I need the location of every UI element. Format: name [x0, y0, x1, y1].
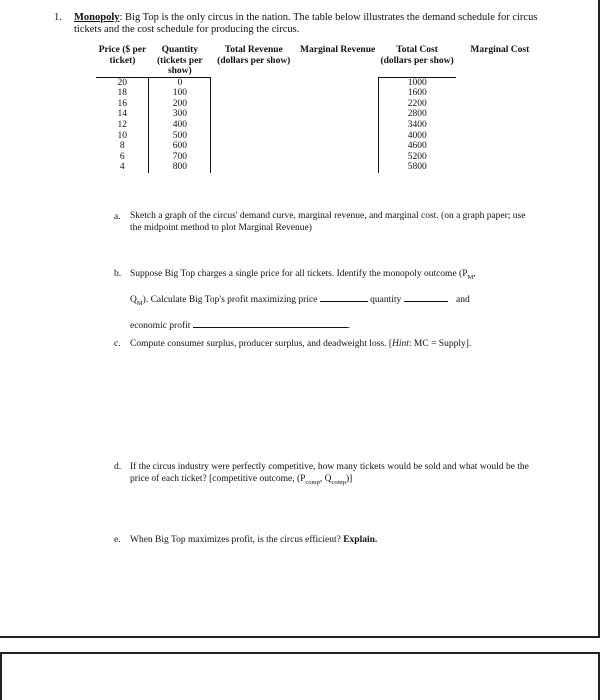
header-price: Price ($ per ticket) [96, 45, 149, 77]
header-total-cost: Total Cost (dollars per show) [378, 45, 455, 77]
cell-price: 12 [96, 120, 149, 131]
cell-total-cost: 5800 [407, 162, 427, 173]
part-b [114, 266, 550, 334]
cell-total-cost: 1600 [407, 88, 427, 99]
cell-total-revenue[interactable] [211, 162, 297, 173]
cell-marginal-cost[interactable] [456, 152, 544, 163]
part-d-label: d. [114, 462, 122, 472]
cell-total-revenue[interactable] [211, 152, 297, 163]
table-row [96, 141, 544, 152]
part-e-label: e. [114, 535, 121, 545]
cell-marginal-cost[interactable] [456, 162, 544, 173]
cell-marginal-revenue[interactable] [297, 109, 379, 120]
part-b-line3: economic profit [130, 320, 191, 331]
part-d-text: If the circus industry were perfectly competitive, how many tickets would be sold and what would be the price of each ticket? [competitive outcome, (P [130, 462, 529, 484]
cell-quantity: 200 [149, 99, 211, 110]
quantity-answer-blank[interactable] [404, 291, 448, 302]
cell-total-cost: 2800 [407, 109, 427, 120]
cell-price: 16 [96, 99, 149, 110]
cell-total-cost: 1000 [407, 77, 427, 88]
table-row [96, 88, 544, 99]
cell-quantity: 700 [149, 152, 211, 163]
part-b-and-word: and [456, 294, 470, 305]
cell-price: 6 [96, 152, 149, 163]
part-c-hint: Hint [392, 339, 409, 349]
cell-total-revenue[interactable] [211, 109, 297, 120]
cell-total-cost: 4000 [407, 130, 427, 141]
cell-marginal-cost[interactable] [456, 109, 544, 120]
table-row [96, 152, 544, 163]
cell-marginal-revenue[interactable] [297, 88, 379, 99]
cell-price: 10 [96, 130, 149, 141]
part-a-text: Sketch a graph of the circus' demand curve, marginal revenue, and marginal cost. (on a graph paper; use the midpoint method to plot Marginal Revenue) [130, 211, 526, 233]
header-marginal-revenue: Marginal Revenue [300, 45, 376, 55]
part-b-line2: ). Calculate Big Top's profit maximizing price [142, 294, 318, 305]
cell-marginal-revenue[interactable] [297, 77, 379, 88]
header-quantity: Quantity (tickets per show) [149, 45, 211, 77]
table-row [96, 109, 544, 120]
cell-total-revenue[interactable] [211, 141, 297, 152]
cell-total-revenue[interactable] [211, 99, 297, 110]
cell-quantity: 100 [149, 88, 211, 99]
cell-quantity: 500 [149, 130, 211, 141]
cell-total-cost: 5200 [407, 151, 427, 162]
next-page-edge [0, 652, 600, 700]
part-d-sub-comp2: comp [331, 478, 346, 486]
part-d-close: )] [345, 474, 353, 484]
cell-price: 20 [96, 77, 149, 88]
cell-marginal-cost[interactable] [456, 130, 544, 141]
cell-quantity: 600 [149, 141, 211, 152]
part-b-line1: Suppose Big Top charges a single price for all tickets. Identify the monopoly outcome (P [130, 269, 468, 279]
cell-total-cost: 2200 [407, 98, 427, 109]
part-d [114, 461, 540, 489]
cell-price: 18 [96, 88, 149, 99]
part-e [114, 533, 540, 548]
part-b-q: Q [130, 294, 137, 305]
cell-marginal-cost[interactable] [456, 141, 544, 152]
part-b-quantity-word: quantity [370, 294, 402, 305]
cell-total-cost: 3400 [407, 119, 427, 130]
table-row [96, 162, 544, 173]
table-row [96, 77, 544, 88]
part-c-text-end: : MC = Supply]. [408, 339, 472, 349]
cell-total-cost: 4600 [407, 141, 427, 152]
part-a [114, 210, 530, 234]
demand-cost-table [96, 45, 544, 173]
part-c [114, 337, 550, 352]
price-answer-blank[interactable] [320, 291, 368, 302]
cell-marginal-revenue[interactable] [297, 152, 379, 163]
part-a-label: a. [114, 212, 121, 222]
cell-total-revenue[interactable] [211, 130, 297, 141]
part-d-comma-q: , Q [319, 474, 332, 484]
cell-marginal-cost[interactable] [456, 99, 544, 110]
cell-quantity: 800 [149, 162, 211, 173]
cell-quantity: 300 [149, 109, 211, 120]
cell-marginal-revenue[interactable] [297, 141, 379, 152]
cell-quantity: 0 [149, 77, 211, 88]
cell-total-revenue[interactable] [211, 120, 297, 131]
cell-marginal-revenue[interactable] [297, 130, 379, 141]
part-c-label: c. [114, 339, 121, 349]
question-title: Monopoly [74, 12, 120, 23]
cell-marginal-revenue[interactable] [297, 162, 379, 173]
profit-answer-blank[interactable] [193, 317, 348, 328]
table-row [96, 99, 544, 110]
cell-marginal-revenue[interactable] [297, 99, 379, 110]
question-1 [54, 12, 544, 36]
question-intro: : Big Top is the only circus in the nation. The table below illustrates the demand schedule for circus tickets and the cost schedule for producing the circus. [74, 12, 538, 35]
part-d-sub-comp: comp [305, 478, 320, 486]
part-e-text: When Big Top maximizes profit, is the circus efficient? [130, 535, 341, 545]
question-number: 1. [54, 12, 62, 23]
part-e-explain: Explain. [343, 535, 378, 545]
part-b-sub-m: M [467, 273, 474, 281]
part-b-sub-m2: M [136, 299, 143, 307]
cell-marginal-cost[interactable] [456, 77, 544, 88]
part-b-period: . [347, 320, 351, 331]
part-b-label: b. [114, 269, 122, 279]
cell-price: 4 [96, 162, 149, 173]
header-total-revenue: Total Revenue (dollars per show) [217, 45, 291, 66]
cell-marginal-cost[interactable] [456, 120, 544, 131]
cell-quantity: 400 [149, 120, 211, 131]
cell-price: 14 [96, 109, 149, 120]
cell-total-revenue[interactable] [211, 77, 297, 88]
header-marginal-cost: Marginal Cost [470, 45, 530, 55]
cell-price: 8 [96, 141, 149, 152]
cell-marginal-cost[interactable] [456, 88, 544, 99]
part-c-text-start: Compute consumer surplus, producer surplus, and deadweight loss. [ [130, 339, 392, 349]
table-row [96, 120, 544, 131]
table-row [96, 130, 544, 141]
cell-total-revenue[interactable] [211, 88, 297, 99]
cell-marginal-revenue[interactable] [297, 120, 379, 131]
part-b-comma: , [473, 269, 476, 279]
